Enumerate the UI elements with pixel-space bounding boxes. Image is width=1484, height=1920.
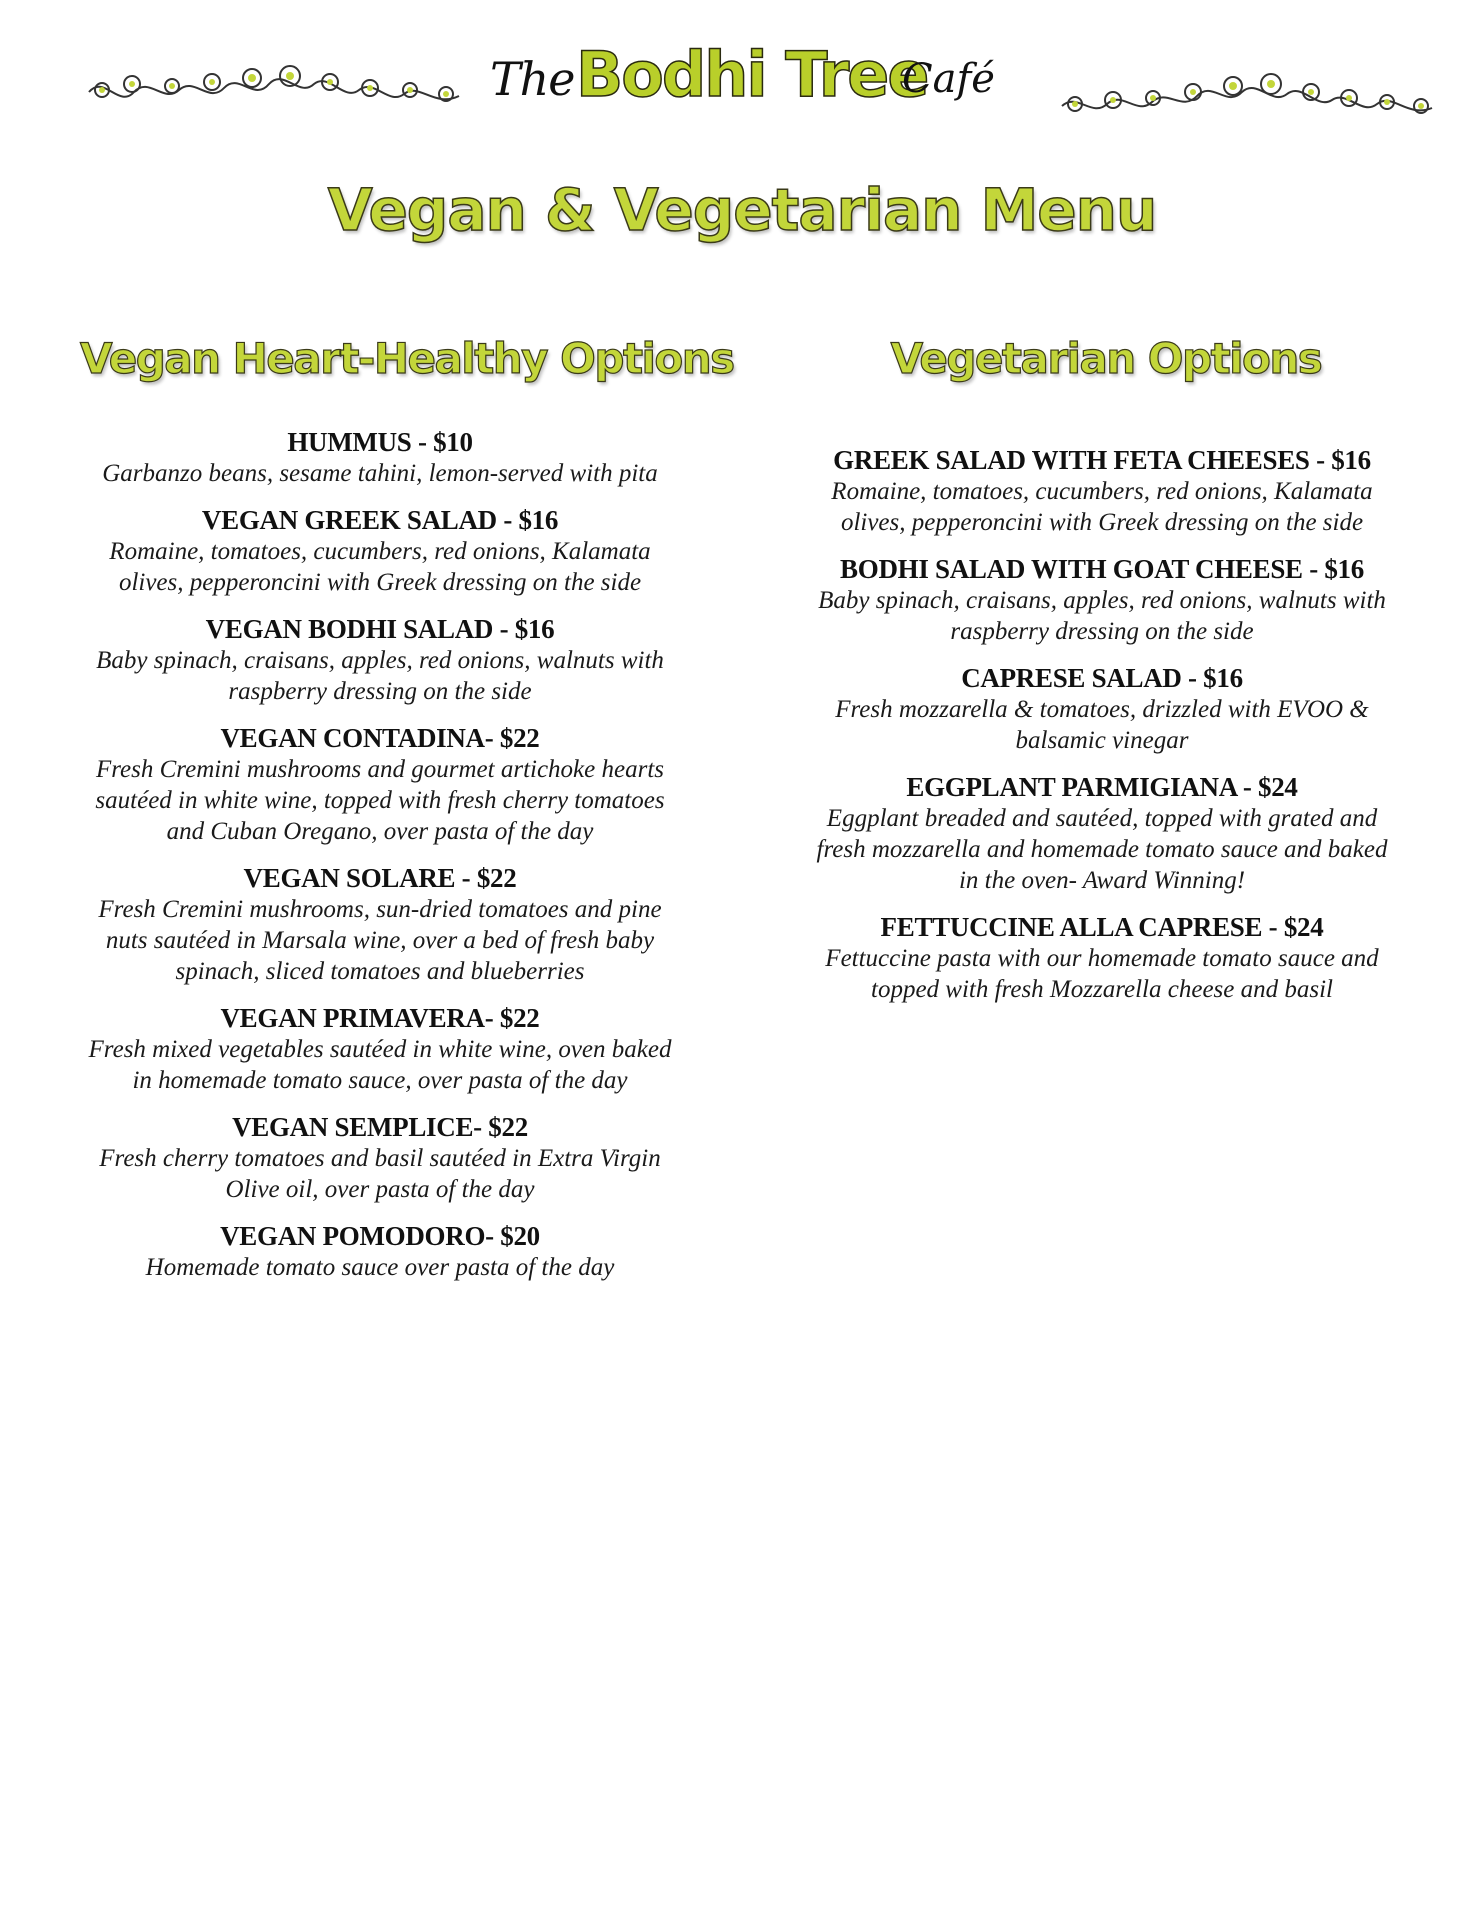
menu-item <box>85 504 675 598</box>
menu-item-name: VEGAN SOLARE - $22 <box>243 863 517 893</box>
menu-item-name: VEGAN POMODORO- $20 <box>220 1221 540 1251</box>
menu-item-description: Fresh Cremini mushrooms and gourmet artichoke hearts sautéed in white wine, topped with fresh cherry tomatoes and Cuban Oregano, over pasta of the day <box>95 756 665 845</box>
menu-item-description: Fresh Cremini mushrooms, sun-dried tomatoes and pine nuts sautéed in Marsala wine, over a bed of fresh baby spinach, sliced tomatoes and blueberries <box>98 896 662 985</box>
vegan-heading: Vegan Heart-Healthy Options <box>80 334 734 383</box>
menu-item <box>812 662 1392 756</box>
menu-item <box>85 722 675 847</box>
menu-item-description: Fettuccine pasta with our homemade tomato sauce and topped with fresh Mozzarella cheese and basil <box>825 945 1379 1003</box>
menu-item <box>85 1002 675 1096</box>
menu-item <box>85 862 675 987</box>
menu-item-name: GREEK SALAD WITH FETA CHEESES - $16 <box>833 445 1371 475</box>
menu-item-name: VEGAN PRIMAVERA- $22 <box>220 1003 540 1033</box>
page-title: Vegan & Vegetarian Menu <box>327 176 1157 244</box>
menu-item-name: VEGAN BODHI SALAD - $16 <box>205 614 555 644</box>
logo-the: The <box>490 52 575 106</box>
swirl-ornament-left-icon <box>84 54 464 114</box>
logo-name: Bodhi Tree <box>576 38 928 111</box>
menu-item-name: BODHI SALAD WITH GOAT CHEESE - $16 <box>840 554 1364 584</box>
vegan-menu-list <box>85 426 675 1298</box>
menu-item-description: Fresh mozzarella & tomatoes, drizzled with EVOO & balsamic vinegar <box>835 696 1369 754</box>
menu-item-description: Fresh mixed vegetables sautéed in white wine, oven baked in homemade tomato sauce, over pasta of the day <box>88 1036 672 1094</box>
menu-item-description: Eggplant breaded and sautéed, topped with grated and fresh mozzarella and homemade tomato sauce and baked in the oven- Award Winning! <box>816 805 1388 894</box>
swirl-ornament-right-icon <box>1057 64 1437 124</box>
menu-item-name: VEGAN GREEK SALAD - $16 <box>201 505 559 535</box>
menu-item <box>85 1220 675 1283</box>
menu-item-description: Romaine, tomatoes, cucumbers, red onions, Kalamata olives, pepperoncini with Greek dressing on the side <box>109 538 651 596</box>
header <box>0 38 1484 128</box>
menu-item-name: EGGPLANT PARMIGIANA - $24 <box>906 772 1298 802</box>
menu-item <box>85 426 675 489</box>
logo-cafe: Café <box>902 56 995 102</box>
menu-item-description: Fresh cherry tomatoes and basil sautéed in Extra Virgin Olive oil, over pasta of the day <box>99 1145 661 1203</box>
menu-item <box>812 771 1392 896</box>
menu-item <box>85 1111 675 1205</box>
menu-item-description: Homemade tomato sauce over pasta of the day <box>145 1254 615 1281</box>
menu-item <box>85 613 675 707</box>
menu-item-description: Baby spinach, craisans, apples, red onions, walnuts with raspberry dressing on the side <box>818 587 1386 645</box>
cafe-logo <box>490 38 995 128</box>
menu-item <box>812 553 1392 647</box>
vegetarian-menu-list <box>812 444 1392 1020</box>
menu-item-name: VEGAN SEMPLICE- $22 <box>232 1112 528 1142</box>
menu-item-name: HUMMUS - $10 <box>287 427 473 457</box>
menu-item <box>812 911 1392 1005</box>
menu-item-description: Baby spinach, craisans, apples, red onions, walnuts with raspberry dressing on the side <box>96 647 664 705</box>
menu-item-name: CAPRESE SALAD - $16 <box>961 663 1243 693</box>
menu-item-name: FETTUCCINE ALLA CAPRESE - $24 <box>880 912 1324 942</box>
menu-item-description: Romaine, tomatoes, cucumbers, red onions, Kalamata olives, pepperoncini with Greek dressing on the side <box>831 478 1373 536</box>
menu-item-name: VEGAN CONTADINA- $22 <box>220 723 540 753</box>
vegetarian-heading: Vegetarian Options <box>890 334 1322 383</box>
menu-item <box>812 444 1392 538</box>
menu-item-description: Garbanzo beans, sesame tahini, lemon-served with pita <box>102 460 658 487</box>
